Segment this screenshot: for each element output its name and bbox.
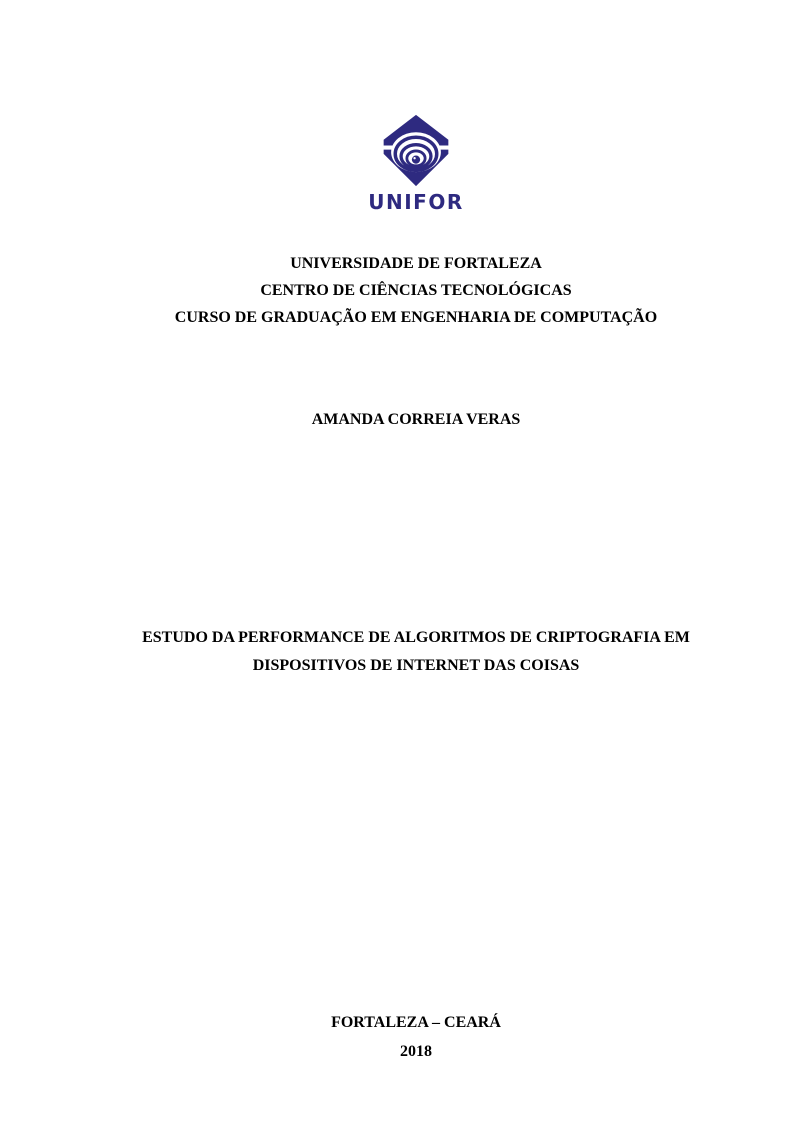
university-name: UNIVERSIDADE DE FORTALEZA [290,255,542,272]
unifor-logo [38,114,794,213]
institution-block [38,250,794,331]
author-name: AMANDA CORREIA VERAS [311,411,521,428]
footer-location: FORTALEZA – CEARÁ [331,1014,501,1031]
footer-year: 2018 [400,1042,432,1060]
unifor-emblem-icon [381,114,451,187]
unifor-wordmark: UNIFOR [368,190,464,214]
course-name: CURSO DE GRADUAÇÃO EM ENGENHARIA DE COMPUTAÇÃO [174,309,658,326]
center-name: CENTRO DE CIÊNCIAS TECNOLÓGICAS [260,282,572,299]
thesis-title-line-1: ESTUDO DA PERFORMANCE DE ALGORITMOS DE CRIPTOGRAFIA EM [142,629,690,646]
thesis-title-line-2: DISPOSITIVOS DE INTERNET DAS COISAS [252,657,580,674]
thesis-title [38,624,794,680]
cover-footer [38,1009,794,1066]
